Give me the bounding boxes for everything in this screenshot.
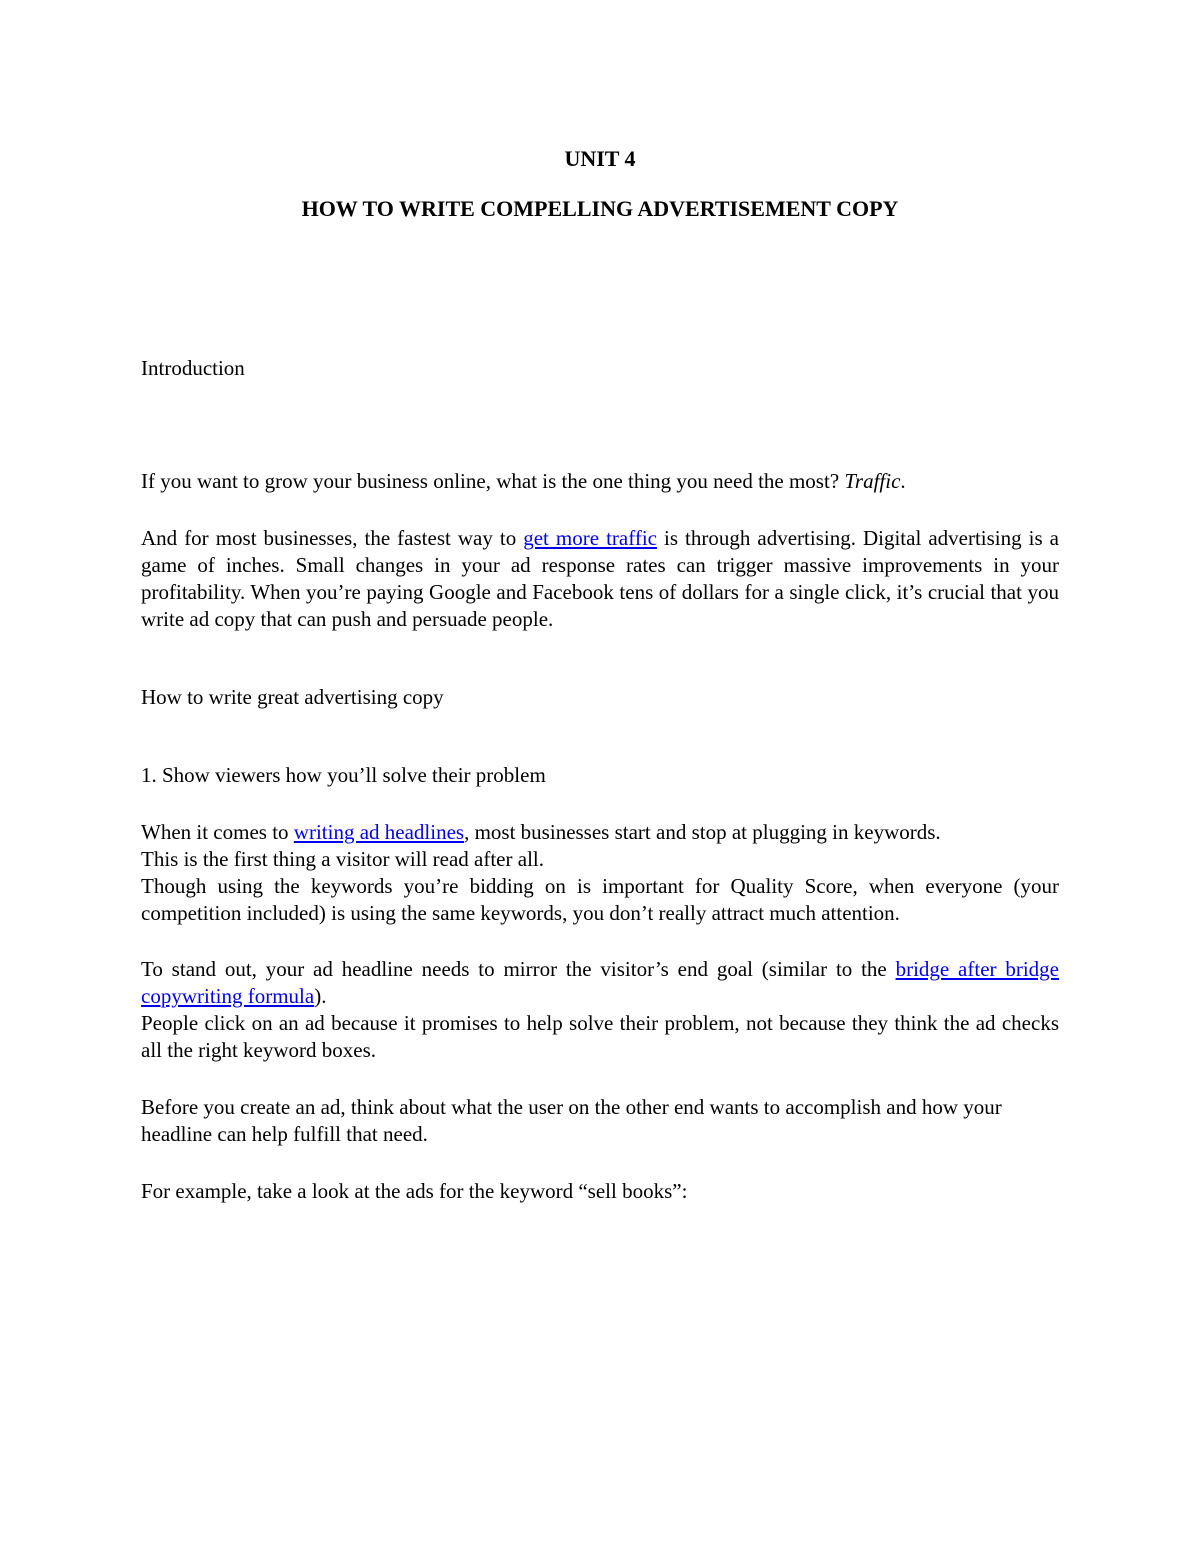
para1-text-start: And for most businesses, the fastest way to [141, 526, 524, 550]
get-more-traffic-link[interactable]: get more traffic [523, 526, 657, 550]
para3-text-start: To stand out, your ad headline needs to mirror the visitor’s end goal (similar to the [141, 957, 896, 981]
section-heading: How to write great advertising copy [141, 685, 444, 709]
headlines-line-1 [141, 819, 1059, 846]
headlines-line-2: This is the first thing a visitor will read after all. [141, 847, 544, 871]
intro-paragraph [141, 468, 1059, 495]
page-title: HOW TO WRITE COMPELLING ADVERTISEMENT COPY [301, 196, 899, 221]
para2-text-end: , most businesses start and stop at plugging in keywords. [464, 820, 941, 844]
intro-text: If you want to grow your business online, what is the one thing you need the most? [141, 469, 845, 493]
intro-period: . [900, 469, 906, 493]
before-create-paragraph: Before you create an ad, think about what the user on the other end wants to accomplish and how your headline can help fulfill that need. [141, 1095, 1002, 1146]
stand-out-paragraph [141, 956, 1059, 1064]
bridge-copywriting-link[interactable]: bridge after bridge copywriting formula [141, 957, 1059, 1008]
introduction-heading: Introduction [141, 356, 245, 380]
stand-out-line-1 [141, 956, 1059, 1010]
writing-ad-headlines-link[interactable]: writing ad headlines [293, 820, 465, 844]
traffic-emphasis: Traffic [844, 469, 901, 493]
stand-out-line-2: People click on an ad because it promises to help solve their problem, not because they think the ad checks all the right keyword boxes. [141, 1011, 1059, 1062]
unit-label: UNIT 4 [564, 146, 636, 171]
headlines-paragraph [141, 819, 1059, 927]
para2-text-start: When it comes to [141, 820, 294, 844]
step-1-heading: 1. Show viewers how you’ll solve their problem [141, 763, 546, 787]
advertising-paragraph [141, 525, 1059, 633]
example-paragraph: For example, take a look at the ads for the keyword “sell books”: [141, 1179, 688, 1203]
para3-text-end: ). [314, 984, 327, 1008]
headlines-line-3: Though using the keywords you’re bidding on is important for Quality Score, when everyone (your competition included) is using the same keywords, you don’t really attract much attention. [141, 874, 1059, 925]
para1-text-end: is through advertising. Digital advertising is a game of inches. Small changes in your ad response rates can trigger massive improvements in your profitability. When you’re paying Google and Facebook tens of dollars for a single click, it’s crucial that you write ad copy that can push and persuade people. [141, 526, 1059, 631]
